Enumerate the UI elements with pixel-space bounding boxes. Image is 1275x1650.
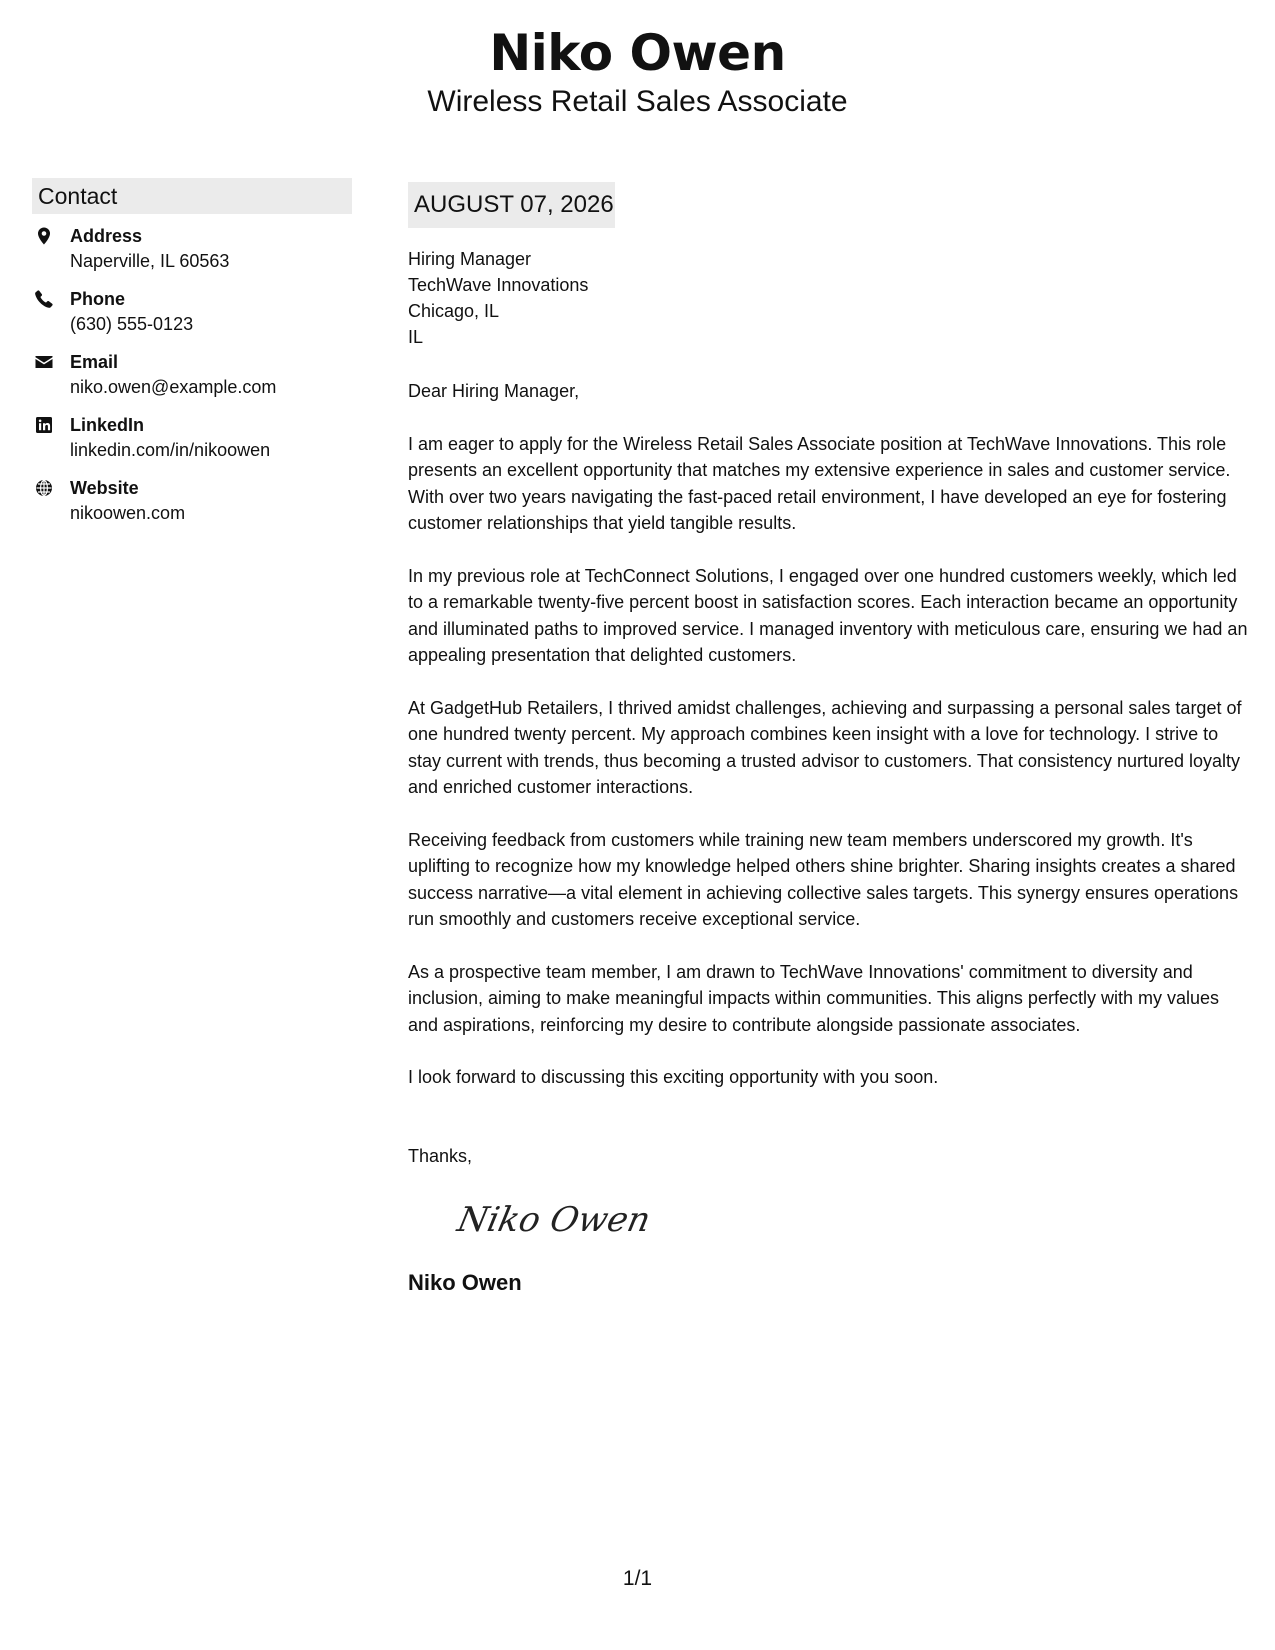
body-paragraph: I look forward to discussing this exciting opportunity with you soon. xyxy=(408,1067,939,1087)
contact-sidebar xyxy=(32,178,352,539)
body-paragraph: I am eager to apply for the Wireless Retail Sales Associate position at TechWave Innovations. This role presents an excellent opportunity that matches my extensive experience in sales and customer service. With over two years navigating the fast-paced retail environment, I have developed an eye for fostering customer relationships that yield tangible results. xyxy=(408,433,1231,533)
recipient-line: Hiring Manager xyxy=(408,249,532,269)
letter-body xyxy=(408,182,1253,1297)
contact-label: LinkedIn xyxy=(70,415,145,435)
letter-header xyxy=(0,22,1275,120)
signature-text: Niko Owen xyxy=(454,1200,654,1240)
job-title: Wireless Retail Sales Associate xyxy=(427,85,848,118)
closing: Thanks, xyxy=(408,1145,473,1166)
contact-item-phone xyxy=(32,287,352,350)
globe-icon xyxy=(34,478,54,498)
contact-value: (630) 555-0123 xyxy=(70,314,194,334)
recipient-line: IL xyxy=(408,327,424,347)
body-paragraph: As a prospective team member, I am drawn to TechWave Innovations' commitment to diversity and inclusion, aiming to make meaningful impacts within communities. This aligns perfectly with my values and aspirations, reinforcing my desire to contribute alongside passionate associates. xyxy=(408,961,1220,1035)
envelope-icon xyxy=(34,352,54,372)
contact-item-address xyxy=(32,224,352,287)
contact-item-linkedin xyxy=(32,413,352,476)
salutation: Dear Hiring Manager, xyxy=(408,381,580,401)
contact-value: nikoowen.com xyxy=(70,503,186,523)
recipient-line: TechWave Innovations xyxy=(408,275,589,295)
letter-date: AUGUST 07, 2026 xyxy=(408,182,615,228)
body-paragraph: In my previous role at TechConnect Solutions, I engaged over one hundred customers weekly, which led to a remarkable twenty-five percent boost in satisfaction scores. Each interaction became an opportunity and illuminated paths to improved service. I managed inventory with meticulous care, ensuring we had an appealing presentation that delighted customers. xyxy=(408,565,1248,665)
contact-value: linkedin.com/in/nikoowen xyxy=(70,440,271,460)
contact-list xyxy=(32,224,352,539)
recipient-block xyxy=(408,246,1253,350)
signer-name: Niko Owen xyxy=(408,1270,522,1295)
contact-item-email xyxy=(32,350,352,413)
contact-label: Address xyxy=(70,226,143,246)
contact-item-website xyxy=(32,476,352,539)
applicant-name: Niko Owen xyxy=(489,24,786,82)
contact-heading: Contact xyxy=(32,178,352,214)
body-paragraph: At GadgetHub Retailers, I thrived amidst challenges, achieving and surpassing a personal sales target of one hundred twenty percent. My approach combines keen insight with a love for technology. I strive to stay current with trends, thus becoming a trusted advisor to customers. That consistency nurtured loyalty and enriched customer interactions. xyxy=(408,697,1242,797)
contact-label: Email xyxy=(70,352,119,372)
contact-value: Naperville, IL 60563 xyxy=(70,251,230,271)
handwritten-signature xyxy=(454,1193,1253,1249)
body-paragraph: Receiving feedback from customers while training new team members underscored my growth. It's uplifting to recognize how my knowledge helped others shine brighter. Sharing insights creates a shared success narrative—a vital element in achieving collective sales targets. This synergy ensures operations run smoothly and customers receive exceptional service. xyxy=(408,829,1239,929)
map-pin-icon xyxy=(34,226,54,246)
page-number: 1/1 xyxy=(622,1567,653,1590)
contact-value: niko.owen@example.com xyxy=(70,377,277,397)
contact-label: Website xyxy=(70,478,139,498)
contact-label: Phone xyxy=(70,289,126,309)
linkedin-icon xyxy=(34,415,54,435)
phone-icon xyxy=(34,289,54,309)
recipient-line: Chicago, IL xyxy=(408,301,500,321)
